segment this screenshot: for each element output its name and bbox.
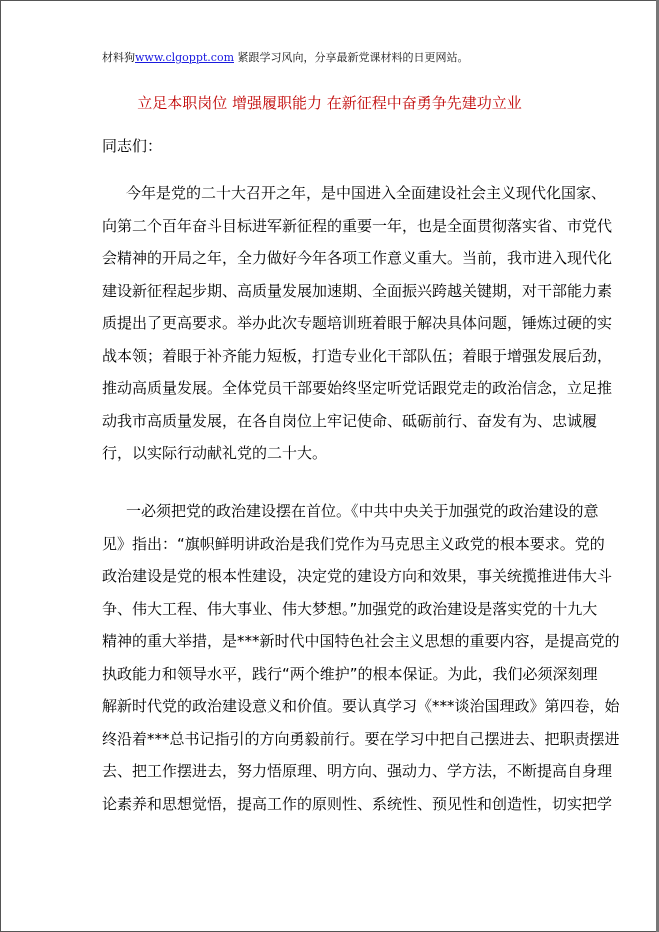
paragraph-line: 今年是党的二十大召开之年，是中国进入全面建设社会主义现代化国家、 (126, 184, 607, 202)
paragraph-line: 质提出了更高要求。举办此次专题培训班着眼于解决具体问题，锤炼过硬的实 (102, 314, 613, 332)
page-header (102, 50, 562, 66)
header-prefix: 材料狗 (102, 51, 135, 64)
paragraph-2 (102, 495, 620, 820)
paragraph-line: 去、把工作摆进去，努力悟原理、明方向、强动力、学方法，不断提高自身理 (102, 762, 613, 780)
header-suffix: 紧跟学习风向，分享最新党课材料的日更网站。 (234, 51, 469, 64)
paragraph-line: 建设新征程起步期、高质量发展加速期、全面振兴跨越关键期，对干部能力素 (102, 281, 613, 300)
paragraph-line: 一必须把党的政治建设摆在首位。《中共中央关于加强党的政治建设的意 (126, 502, 599, 520)
paragraph-line: 推动高质量发展。全体党员干部要始终坚定听党话跟党走的政治信念，立足推 (102, 379, 613, 397)
document-title: 立足本职岗位 增强履职能力 在新征程中奋勇争先建功立业 (137, 94, 522, 112)
salutation: 同志们： (102, 137, 163, 155)
paragraph-line: 终沿着***总书记指引的方向勇毅前行。要在学习中把自己摆进去、把职责摆进 (102, 729, 620, 748)
paragraph-line: 解新时代党的政治建设意义和价值。要认真学习《***谈治国理政》第四卷，始 (102, 697, 620, 715)
paragraph-line: 论素养和思想觉悟，提高工作的原则性、系统性、预见性和创造性，切实把学 (102, 794, 613, 813)
paragraph-line: 向第二个百年奋斗目标进军新征程的重要一年，也是全面贯彻落实省、市党代 (102, 216, 613, 235)
header-site-link[interactable]: www.clgoppt.com (135, 51, 234, 64)
paragraph-line: 争、伟大工程、伟大事业、伟大梦想。”加强党的政治建设是落实党的十九大 (102, 599, 598, 618)
paragraph-line: 执政能力和领导水平，践行“两个维护”的根本保证。为此，我们必须深刻理 (102, 664, 598, 683)
paragraph-line: 精神的重大举措，是***新时代中国特色社会主义思想的重要内容，是提高党的 (102, 632, 620, 650)
paragraph-line: 动我市高质量发展，在各自岗位上牢记使命、砥砺前行、奋发有为、忠诚履 (102, 411, 598, 430)
paragraph-line: 战本领；着眼于补齐能力短板，打造专业化干部队伍；着眼于增强发展后劲， (102, 346, 613, 365)
paragraph-1 (102, 177, 613, 470)
paragraph-line: 政治建设是党的根本性建设，决定党的建设方向和效果，事关统揽推进伟大斗 (102, 567, 613, 585)
paragraph-line: 见》指出：“旗帜鲜明讲政治是我们党作为马克思主义政党的根本要求。党的 (102, 534, 605, 553)
paragraph-line: 会精神的开局之年，全力做好今年各项工作意义重大。当前，我市进入现代化 (102, 249, 613, 267)
paragraph-line: 行，以实际行动献礼党的二十大。 (102, 444, 328, 462)
